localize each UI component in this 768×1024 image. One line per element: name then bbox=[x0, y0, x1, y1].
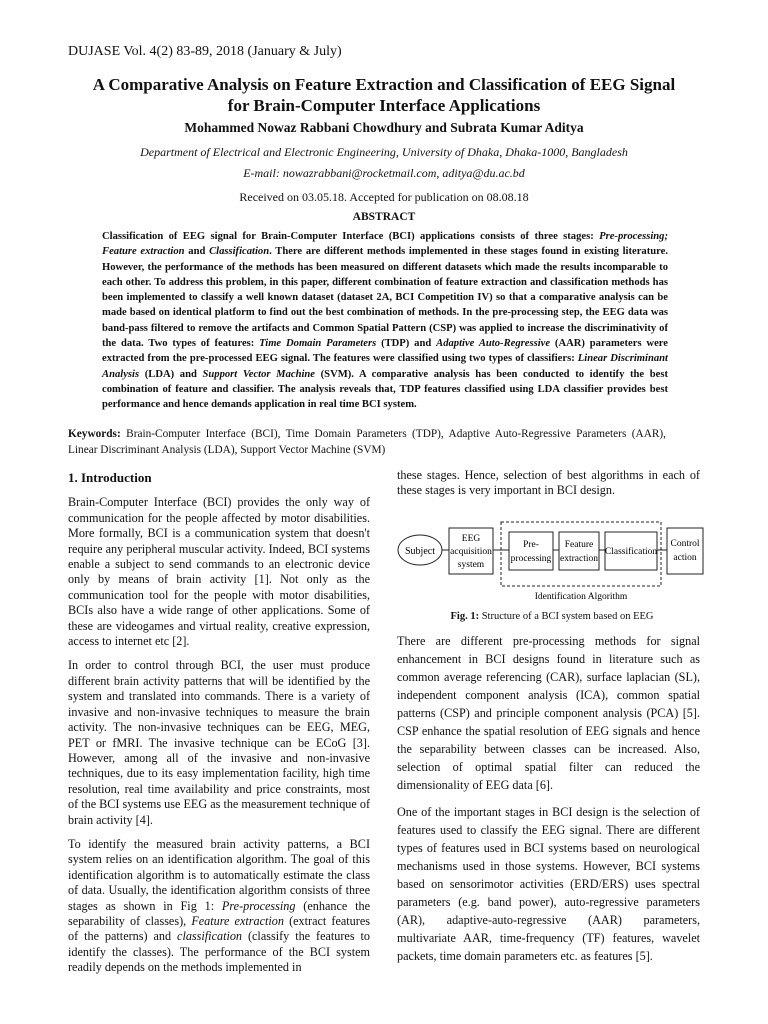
eeg-label-2: acquisition bbox=[450, 547, 492, 557]
affiliation: Department of Electrical and Electronic Engineering, University of Dhaka, Dhaka-1000, Bangladesh bbox=[140, 145, 628, 159]
pre-label-2: processing bbox=[510, 554, 552, 564]
figure-caption-label: Fig. 1: bbox=[450, 611, 480, 622]
intro-paragraph-1: Brain-Computer Interface (BCI) provides the only way of communication for the people affected by motor disabilities. More formally, BCI is a communication system that doesn't require any peripheral muscular activity. Indeed, BCI systems enable a subject to send commands to an electronic device only by means of brain activity [1]. Not only as the communication tool for the people with motor disabilities, BCIs also have a wide range of other applications. Some of these are videogames and virtual reality, creative expression, access to internet etc [2]. bbox=[68, 495, 370, 649]
section-heading-introduction: 1. Introduction bbox=[68, 470, 152, 485]
intro-paragraph-3-continued: these stages. Hence, selection of best algorithms in each of these stages is very important in BCI design. bbox=[397, 468, 700, 498]
authors: Mohammed Nowaz Rabbani Chowdhury and Subrata Kumar Aditya bbox=[184, 120, 584, 135]
eeg-label-3: system bbox=[457, 560, 485, 570]
control-action-box bbox=[667, 528, 703, 574]
title-line-1: A Comparative Analysis on Feature Extraction and Classification of EEG Signal bbox=[92, 75, 676, 94]
keywords-text: Brain-Computer Interface (BCI), Time Domain Parameters (TDP), Adaptive Auto-Regressive Parameters (AAR), Linear Discriminant Analysis (LDA), Support Vector Machine (SVM) bbox=[68, 428, 666, 456]
eeg-label-1: EEG bbox=[461, 534, 481, 544]
keywords bbox=[68, 427, 666, 458]
email-line: E-mail: nowazrabbani@rocketmail.com, aditya@du.ac.bd bbox=[243, 166, 525, 180]
classification-label: Classification bbox=[604, 547, 658, 557]
right-column-bottom bbox=[397, 632, 700, 974]
ctrl-label-2: action bbox=[673, 553, 697, 563]
feature-extraction-box bbox=[559, 532, 599, 570]
figure-caption-text: Structure of a BCI system based on EEG bbox=[479, 611, 654, 622]
feat-label-2: extraction bbox=[560, 554, 598, 564]
paper-title bbox=[60, 74, 708, 116]
figure-caption bbox=[397, 611, 707, 622]
subject-label: Subject bbox=[405, 546, 435, 557]
identification-algorithm-label: Identification Algorithm bbox=[534, 592, 628, 602]
bci-structure-diagram bbox=[397, 518, 707, 602]
left-column bbox=[68, 470, 370, 985]
keywords-label: Keywords: bbox=[68, 428, 121, 440]
intro-paragraph-5: One of the important stages in BCI design is the selection of features used to classify the EEG signal. There are different types of features used in BCI systems based on neurological mechanisms used in those systems. However, BCI systems based on sensorimotor activities (ERD/ERS) uses spectral parameters (e.g. band power), auto-regressive parameters (AR), adaptive-auto-regressive (AAR) parameters, multivariate AAR, time-frequency (TF) features, wavelet packets, time domain parameters etc. as features [5]. bbox=[397, 805, 700, 963]
pre-label-1: Pre- bbox=[523, 540, 539, 550]
right-column-top bbox=[397, 468, 700, 508]
received-date: Received on 03.05.18. Accepted for publication on 08.08.18 bbox=[239, 190, 529, 204]
preprocessing-box bbox=[509, 532, 553, 570]
journal-header: DUJASE Vol. 4(2) 83-89, 2018 (January & July) bbox=[68, 44, 342, 59]
feat-label-1: Feature bbox=[564, 540, 594, 550]
intro-paragraph-2: In order to control through BCI, the user must produce different brain activity patterns that will be identified by the system and translated into commands. There is a variety of invasive and non-invasive techniques to measure the brain activity. The non-invasive techniques can be EEG, MEG, PET or fMRI. The invasive technique can be ECoG [3]. However, among all of the invasive and non-invasive techniques, due to its easy implementation facility, high time resolution, real time availability and price constraints, most of the BCI systems use EEG as the measurement technique of brain activity [4]. bbox=[68, 658, 370, 827]
intro-paragraph-4: There are different pre-processing methods for signal enhancement in BCI designs found in literature such as common average referencing (CAR), surface laplacian (SL), independent component analysis (ICA), common spatial patterns (CSP) and principle component analysis (PCA) [5]. CSP enhance the spatial resolution of EEG signals and hence the separability between classes can be increased. Also, selection of optimal spatial filter can reduced the dimensionality of EEG data [6]. bbox=[397, 634, 700, 792]
intro-paragraph-3: To identify the measured brain activity patterns, a BCI system relies on an identification algorithm. The goal of this identification algorithm is to automatically estimate the class of data. Usually, the identification algorithm consists of three stages as shown in Fig 1: Pre-processing (enhance the separability of classes), Feature extraction (extract features of the patterns) and classification (classify the features to identify the classes). The performance of the BCI system readily depends on the methods implemented in bbox=[68, 836, 370, 975]
abstract-body: Classification of EEG signal for Brain-Computer Interface (BCI) applications consists of three stages: Pre-processing; Feature extraction and Classification. There are different methods implemented in these stages found in existing literature. However, the performance of the methods has been measured on different datasets which made the results incomparable to each other. To address this problem, in this paper, different combination of feature extraction and classification methods has been implemented to classify a well known dataset (dataset 2A, BCI Competition IV) so that a comparative analysis can be made based on identical platform to find out the best combination of methods. In the pre-processing step, the EEG data was band-pass filtered to remove the artifacts and Common Spatial Pattern (CSP) was applied to increase the discriminativity of the data. Two types of features: Time Domain Parameters (TDP) and Adaptive Auto-Regressive (AAR) parameters were extracted from the pre-processed EEG signal. The features were classified using two types of classifiers: Linear Discriminant Analysis (LDA) and Support Vector Machine (SVM). A comparative analysis has been conducted to identify the best combination of feature and classifier. The analysis reveals that, TDP features classified using LDA classifier provides best performance and hence demands application in real time BCI system. bbox=[102, 231, 668, 411]
ctrl-label-1: Control bbox=[670, 539, 700, 549]
title-line-2: for Brain-Computer Interface Applications bbox=[227, 96, 541, 115]
abstract-heading: ABSTRACT bbox=[352, 211, 416, 223]
